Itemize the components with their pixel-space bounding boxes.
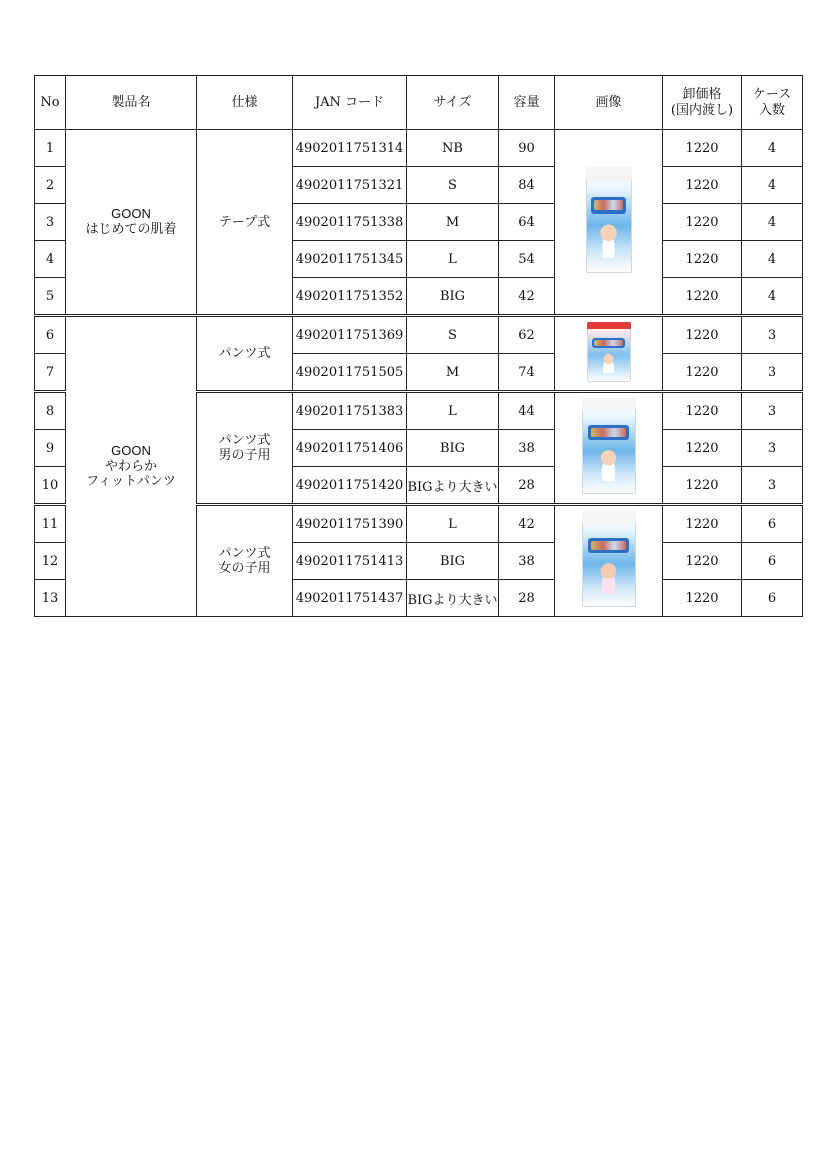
product-price-table — [34, 75, 803, 617]
cell-no: 2 — [35, 167, 66, 204]
cell-case: 3 — [742, 430, 803, 467]
spec-pants-boys — [197, 392, 293, 505]
cell-case: 3 — [742, 354, 803, 392]
cell-case: 4 — [742, 241, 803, 278]
cell-no: 10 — [35, 467, 66, 505]
cell-size: BIG — [407, 430, 499, 467]
spec-pants: パンツ式 — [197, 316, 293, 392]
cell-jan: 4902011751505 — [293, 354, 407, 392]
cell-jan: 4902011751420 — [293, 467, 407, 505]
cell-price: 1220 — [663, 167, 742, 204]
cell-size: M — [407, 354, 499, 392]
product-name-line: GOON — [111, 206, 151, 222]
cell-image-pants — [555, 316, 663, 392]
cell-size: L — [407, 505, 499, 543]
cell-size: L — [407, 392, 499, 430]
cell-jan: 4902011751321 — [293, 167, 407, 204]
header-image: 画像 — [555, 76, 663, 130]
cell-jan: 4902011751338 — [293, 204, 407, 241]
cell-jan: 4902011751345 — [293, 241, 407, 278]
spec-pants-girls — [197, 505, 293, 617]
cell-price: 1220 — [663, 505, 742, 543]
cell-jan: 4902011751390 — [293, 505, 407, 543]
cell-capacity: 44 — [499, 392, 555, 430]
cell-jan: 4902011751352 — [293, 278, 407, 316]
cell-size: BIG — [407, 543, 499, 580]
product-name-line: GOON — [111, 443, 151, 459]
cell-jan: 4902011751406 — [293, 430, 407, 467]
cell-price: 1220 — [663, 392, 742, 430]
cell-no: 4 — [35, 241, 66, 278]
cell-no: 7 — [35, 354, 66, 392]
cell-price: 1220 — [663, 241, 742, 278]
cell-jan: 4902011751314 — [293, 130, 407, 167]
cell-case: 6 — [742, 543, 803, 580]
cell-case: 3 — [742, 392, 803, 430]
spec-line: パンツ式 — [218, 432, 271, 448]
cell-price: 1220 — [663, 204, 742, 241]
cell-capacity: 28 — [499, 580, 555, 617]
diaper-package-boys-image — [582, 398, 636, 494]
cell-no: 6 — [35, 316, 66, 354]
cell-size: BIG — [407, 278, 499, 316]
cell-capacity: 74 — [499, 354, 555, 392]
cell-price: 1220 — [663, 354, 742, 392]
cell-capacity: 64 — [499, 204, 555, 241]
header-spec: 仕様 — [197, 76, 293, 130]
cell-size: S — [407, 167, 499, 204]
cell-capacity: 84 — [499, 167, 555, 204]
cell-jan: 4902011751369 — [293, 316, 407, 354]
cell-case: 6 — [742, 505, 803, 543]
header-case — [742, 76, 803, 130]
cell-case: 3 — [742, 467, 803, 505]
header-jan: JAN コード — [293, 76, 407, 130]
header-size: サイズ — [407, 76, 499, 130]
cell-capacity: 90 — [499, 130, 555, 167]
diaper-package-girls-image — [582, 511, 636, 607]
table-row — [35, 130, 803, 167]
cell-price: 1220 — [663, 316, 742, 354]
spec-line: 女の子用 — [218, 560, 271, 575]
product-name-line: やわらか — [104, 458, 157, 474]
cell-capacity: 28 — [499, 467, 555, 505]
cell-size: M — [407, 204, 499, 241]
cell-price: 1220 — [663, 580, 742, 617]
cell-no: 11 — [35, 505, 66, 543]
cell-capacity: 42 — [499, 278, 555, 316]
cell-capacity: 38 — [499, 430, 555, 467]
diaper-package-pants-image — [587, 322, 631, 382]
cell-case: 4 — [742, 130, 803, 167]
product-name-goon-hajimete — [66, 130, 197, 316]
product-name-line: フィットパンツ — [86, 472, 176, 488]
cell-price: 1220 — [663, 278, 742, 316]
cell-capacity: 62 — [499, 316, 555, 354]
header-no: No — [35, 76, 66, 130]
cell-price: 1220 — [663, 543, 742, 580]
product-name-goon-yawaraka — [66, 316, 197, 617]
header-capacity: 容量 — [499, 76, 555, 130]
cell-case: 3 — [742, 316, 803, 354]
cell-size: NB — [407, 130, 499, 167]
product-name-line: はじめての肌着 — [85, 221, 177, 236]
cell-image-girls — [555, 505, 663, 617]
cell-case: 4 — [742, 167, 803, 204]
cell-case: 4 — [742, 204, 803, 241]
header-case-line1: ケース — [752, 86, 792, 102]
spec-tape: テープ式 — [197, 130, 293, 316]
spec-line: パンツ式 — [218, 545, 271, 561]
table-row — [35, 316, 803, 354]
cell-no: 9 — [35, 430, 66, 467]
cell-no: 13 — [35, 580, 66, 617]
spec-line: 男の子用 — [218, 447, 271, 462]
cell-no: 8 — [35, 392, 66, 430]
cell-no: 3 — [35, 204, 66, 241]
cell-no: 5 — [35, 278, 66, 316]
header-product: 製品名 — [66, 76, 197, 130]
cell-jan: 4902011751383 — [293, 392, 407, 430]
header-case-line2: 入数 — [758, 102, 785, 118]
cell-no: 1 — [35, 130, 66, 167]
diaper-package-tape-image — [586, 167, 632, 273]
header-price-line2: (国内渡し) — [670, 102, 734, 118]
cell-capacity: 38 — [499, 543, 555, 580]
cell-price: 1220 — [663, 130, 742, 167]
cell-image-boys — [555, 392, 663, 505]
cell-size: BIGより大きい — [407, 467, 499, 505]
cell-capacity: 54 — [499, 241, 555, 278]
cell-image-tape — [555, 130, 663, 316]
cell-price: 1220 — [663, 467, 742, 505]
cell-size: BIGより大きい — [407, 580, 499, 617]
cell-case: 4 — [742, 278, 803, 316]
header-row — [35, 76, 803, 130]
cell-capacity: 42 — [499, 505, 555, 543]
header-price-line1: 卸価格 — [682, 86, 722, 102]
cell-case: 6 — [742, 580, 803, 617]
cell-size: L — [407, 241, 499, 278]
cell-no: 12 — [35, 543, 66, 580]
cell-jan: 4902011751413 — [293, 543, 407, 580]
header-price — [663, 76, 742, 130]
cell-price: 1220 — [663, 430, 742, 467]
cell-size: S — [407, 316, 499, 354]
cell-jan: 4902011751437 — [293, 580, 407, 617]
